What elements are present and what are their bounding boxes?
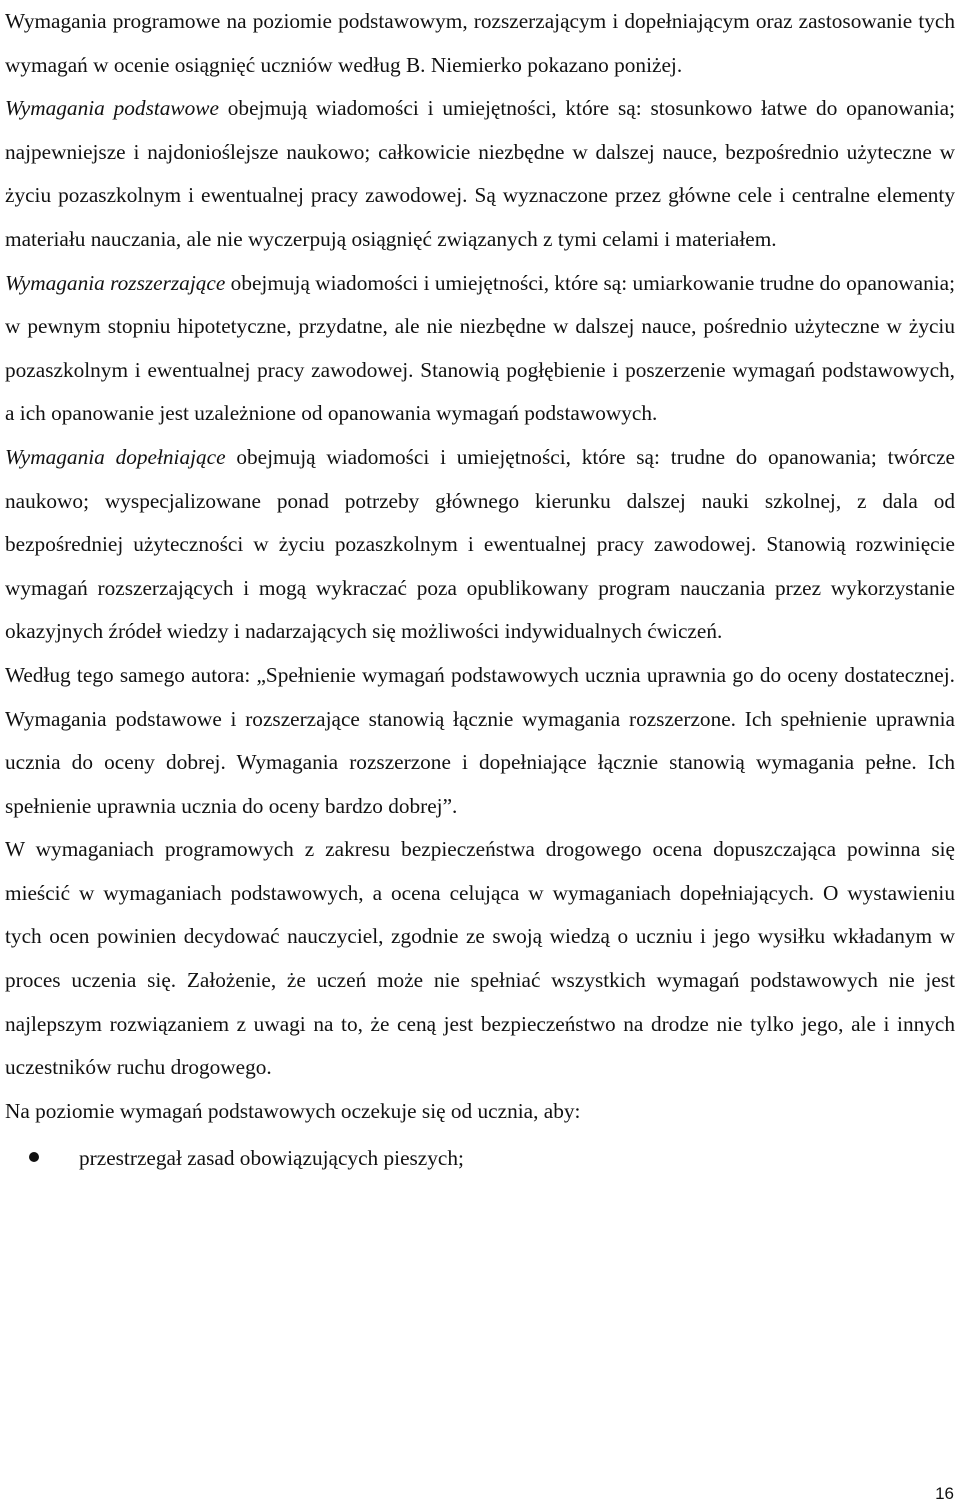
extended-requirements-paragraph [5, 262, 955, 436]
complementary-requirements-text: obejmują wiadomości i umiejętności, które są: trudne do opanowania; twórcze naukowo; wyspecjalizowane ponad potrzeby głównego kierunku dalszej nauki szkolnej, z dala od bezpośredniej użyteczności w życiu pozaszkolnym i ewentualnej pracy zawodowej. Stanowią rozwinięcie wymagań rozszerzających i mogą wykraczać poza opublikowany program nauczania przez wykorzystanie okazyjnych źródeł wiedzy i nadarzających się możliwości indywidualnych ćwiczeń. [5, 444, 955, 644]
complementary-requirements-term: Wymagania dopełniające [5, 444, 226, 469]
list-item [5, 1137, 955, 1181]
road-safety-paragraph: W wymaganiach programowych z zakresu bezpieczeństwa drogowego ocena dopuszczająca powinna się mieścić w wymaganiach podstawowych, a ocena celująca w wymaganiach dopełniających. O wystawieniu tych ocen powinien decydować nauczyciel, zgodnie ze swoją wiedzą o uczniu i jego wysiłku wkładanym w proces uczenia się. Założenie, że uczeń może nie spełniać wszystkich wymagań podstawowych nie jest najlepszym rozwiązaniem z uwagi na to, że ceną jest bezpieczeństwo na drodze nie tylko jego, ale i innych uczestników ruchu drogowego. [5, 837, 955, 1080]
list-intro: Na poziomie wymagań podstawowych oczekuje się od ucznia, aby: [5, 1098, 581, 1123]
page-number: 16 [935, 1484, 954, 1503]
bullet-icon [29, 1152, 39, 1162]
extended-requirements-text: obejmują wiadomości i umiejętności, które są: umiarkowanie trudne do opanowania; w pewnym stopniu hipotetyczne, przydatne, ale nie niezbędne w dalszej nauce, pośrednio użyteczne w życiu pozaszkolnym i ewentualnej pracy zawodowej. Stanowią pogłębienie i poszerzenie wymagań podstawowych, a ich opanowanie jest uzależnione od opanowania wymagań podstawowych. [5, 270, 955, 426]
complementary-requirements-paragraph [5, 436, 955, 654]
document-page [5, 0, 955, 1181]
basic-requirements-text: obejmują wiadomości i umiejętności, które są: stosunkowo łatwe do opanowania; najpewniejsze i najdonioślejsze naukowo; całkowicie niezbędne w dalszej nauce, bezpośrednio użyteczne w życiu pozaszkolnym i ewentualnej pracy zawodowej. Są wyznaczone przez główne cele i centralne elementy materiału nauczania, ale nie wyczerpują osiągnięć związanych z tymi celami i materiałem. [5, 96, 955, 251]
intro-paragraph: Wymagania programowe na poziomie podstawowym, rozszerzającym i dopełniającym oraz zastosowanie tych wymagań w ocenie osiągnięć uczniów według B. Niemierko pokazano poniżej. [5, 9, 955, 77]
quote-paragraph: Według tego samego autora: „Spełnienie wymagań podstawowych ucznia uprawnia go do oceny dostatecznej. Wymagania podstawowe i rozszerzające stanowią łącznie wymagania rozszerzone. Ich spełnienie uprawnia ucznia do oceny dobrej. Wymagania rozszerzone i dopełniające łącznie stanowią wymagania pełne. Ich spełnienie uprawnia ucznia do oceny bardzo dobrej”. [5, 662, 955, 818]
list-item-text: przestrzegał zasad obowiązujących pieszych; [79, 1146, 464, 1171]
extended-requirements-term: Wymagania rozszerzające [5, 270, 226, 295]
basic-requirements-paragraph [5, 87, 955, 261]
requirements-list [5, 1137, 955, 1181]
basic-requirements-term: Wymagania podstawowe [5, 96, 219, 121]
